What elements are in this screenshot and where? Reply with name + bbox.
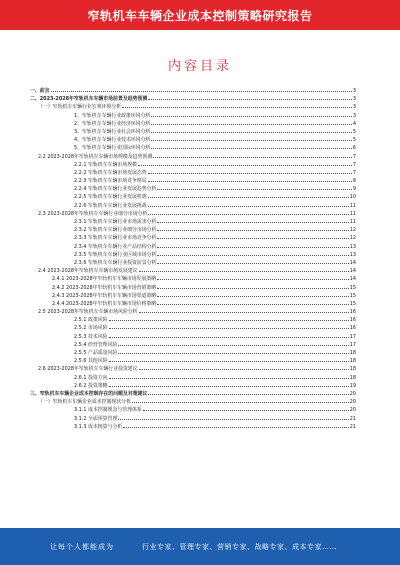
toc-entry-title: 2.4 2023-2028年窄轨机车车辆市场发展建议 [38,268,138,275]
toc-entry-page: 16 [349,325,356,332]
toc-entry-page: 15 [349,300,356,307]
toc-entry-page: 4 [352,120,356,127]
toc-entry[interactable] [30,308,356,316]
toc-entry-title: 2.2.3 窄轨机车车辆市场竞争格局 [74,178,147,185]
toc-entry-page: 18 [349,350,356,356]
toc-entry-title: 2.2.5 窄轨机车车辆行业发展机遇 [74,194,147,201]
toc-leader-dots [151,116,351,117]
toc-entry-title: 4、窄轨机车车辆行业技术环境分析 [74,137,151,144]
report-title: 窄轨机车车辆企业成本控制策略研究报告 [87,8,313,23]
toc-entry[interactable] [30,161,356,169]
toc-entry[interactable] [30,365,356,373]
toc-entry-title: 2.3.4 窄轨机车车辆行业产品结构分析 [74,243,157,250]
toc-entry[interactable] [30,87,356,95]
toc-leader-dots [148,173,352,174]
toc-entry-title: （一）窄轨机车车辆企业成本控制现状分析 [38,399,131,406]
toc-leader-dots [148,197,349,198]
toc-entry-title: 1、窄轨机车车辆行业政策环境分析 [74,112,151,119]
toc-entry[interactable] [30,300,356,308]
toc-entry-title: 2.2.1 窄轨机车车辆市场规模 [74,161,137,168]
toc-entry[interactable] [30,112,356,120]
toc-entry-title: 2、窄轨机车车辆行业经济环境分析 [74,120,151,127]
toc-leader-dots [157,238,348,239]
toc-entry-page: 14 [349,259,356,266]
toc-heading: 内容目录 [167,59,232,74]
toc-entry[interactable] [30,120,356,128]
toc-entry-title: 2.5.2 市场风险 [74,325,108,332]
toc-entry-title: 2.5.4 经营管理风险 [74,341,118,348]
toc-leader-dots [132,402,349,403]
toc-entry[interactable] [30,103,356,111]
toc-leader-dots [153,157,352,158]
toc-entry[interactable] [30,210,356,218]
toc-entry-title: 2.4.4 2023-2028年窄轨机车车辆市场价格策略 [52,300,157,307]
toc-leader-dots [138,165,352,166]
toc-entry-title: 2.4.3 2023-2028年窄轨机车车辆市场渠道策略 [52,292,157,299]
toc-entry-title: 2.5.6 其他风险 [74,358,108,365]
toc-entry-page: 14 [349,268,356,275]
toc-entry-title: 2.5.1 政策风险 [74,317,108,324]
toc-entry[interactable] [30,324,356,332]
toc-entry-title: 2.5.5 产品质量风险 [74,350,118,356]
toc-leader-dots [139,271,349,272]
toc-entry-title: 2.2.2 窄轨机车车辆市场发展态势 [74,169,147,176]
toc-entry-page: 11 [349,202,356,209]
toc-leader-dots [148,206,349,207]
toc-leader-dots [139,369,349,370]
toc-leader-dots [157,288,349,289]
toc-entry-page: 11 [349,219,356,225]
toc-entry-title: （一）窄轨机车车辆行业宏观环境分析 [38,104,122,111]
toc-entry-page: 12 [349,227,356,234]
toc-leader-dots [157,247,348,248]
toc-entry-page: 21 [349,423,356,430]
toc-leader-dots [157,230,348,231]
toc-leader-dots [109,361,349,362]
toc-entry-page: 16 [349,309,356,316]
toc-entry-title: 2.6 2023-2028年窄轨机车车辆行业投资建议 [38,366,138,373]
toc-entry-page: 18 [349,358,356,365]
toc-leader-dots [157,263,348,264]
toc-entry-title: 2.6.2 投资策略 [74,382,108,389]
table-of-contents [30,87,356,431]
toc-entry-page: 6 [352,145,356,152]
toc-leader-dots [157,255,348,256]
toc-entry-page: 13 [349,251,356,258]
toc-entry-page: 5 [352,128,356,135]
toc-entry-page: 18 [349,374,356,381]
toc-entry[interactable] [30,193,356,201]
toc-entry-page: 20 [349,407,356,414]
toc-leader-dots [148,181,352,182]
toc-entry[interactable] [30,234,356,242]
toc-entry-page: 3 [352,112,356,119]
toc-entry-page: 17 [349,341,356,348]
toc-leader-dots [157,279,349,280]
toc-entry-title: 二、2023-2028年窄轨机车车辆市场前景及趋势预测 [30,96,148,103]
toc-entry-title: 2.5 2023-2028年窄轨机车车辆市场风险分析 [38,309,138,316]
toc-entry-page: 15 [349,292,356,299]
toc-entry-title: 2.2.4 窄轨机车车辆行业发展趋势分析 [74,186,157,193]
toc-entry[interactable] [30,357,356,365]
toc-entry-title: 3、窄轨机车车辆行业社会环境分析 [74,128,151,135]
footer-slogan: 让每个人都能成为 [50,542,114,551]
toc-leader-dots [118,353,348,354]
page-footer [0,528,400,565]
toc-leader-dots [157,222,348,223]
toc-entry[interactable] [30,374,356,382]
toc-entry[interactable] [30,177,356,185]
toc-entry[interactable] [30,202,356,210]
toc-leader-dots [109,328,349,329]
toc-leader-dots [157,304,349,305]
toc-entry-title: 2.2.6 窄轨机车车辆行业发展挑战 [74,202,147,209]
toc-entry[interactable] [30,169,356,177]
toc-entry[interactable] [30,95,356,103]
toc-entry-title: 一、前言 [30,88,50,94]
toc-entry-page: 17 [349,333,356,340]
toc-leader-dots [151,148,351,149]
toc-entry[interactable] [30,267,356,275]
toc-entry[interactable] [30,398,356,406]
toc-entry-page: 20 [349,399,356,406]
toc-leader-dots [122,107,352,108]
toc-leader-dots [109,320,349,321]
toc-leader-dots [109,378,349,379]
toc-entry-title: 2.3 2023-2028年窄轨机车车辆行业细分市场分析 [38,210,148,217]
toc-entry-page: 5 [352,137,356,144]
toc-entry[interactable] [30,333,356,341]
toc-entry[interactable] [30,284,356,292]
toc-entry-title: 三、窄轨机车车辆企业成本控制存在的问题及对策建议 [30,390,148,397]
toc-entry-page: 13 [349,243,356,250]
page-header [0,0,400,30]
toc-entry-title: 2.3.3 窄轨机车车辆行业市场竞争分析 [74,235,157,242]
toc-entry-title: 2.3.1 窄轨机车车辆行业市场需求分析 [74,219,157,225]
toc-entry[interactable] [30,259,356,267]
toc-entry-page: 18 [349,366,356,373]
toc-leader-dots [157,296,349,297]
toc-entry-title: 3.1.3 成本核算与分析 [74,423,123,430]
toc-entry[interactable] [30,292,356,300]
toc-leader-dots [51,91,352,92]
toc-entry-title: 2.3.6 窄轨机车车辆行业投资前景分析 [74,259,157,266]
toc-entry-page: 7 [352,169,356,176]
toc-leader-dots [148,214,348,215]
toc-entry-title: 3.1.1 成本控制理念与管理体系 [74,407,142,414]
toc-entry-page: 3 [352,96,356,103]
toc-leader-dots [118,419,348,420]
toc-entry-page: 21 [349,415,356,422]
toc-entry-page: 20 [349,390,356,397]
toc-entry-page: 14 [349,276,356,283]
toc-entry-page: 3 [352,104,356,111]
toc-entry-title: 2.5.3 技术风险 [74,333,108,340]
toc-entry[interactable] [30,128,356,136]
toc-entry-page: 19 [349,382,356,389]
toc-entry-title: 5、窄轨机车车辆行业国际环境分析 [74,145,151,152]
footer-roles: 行业专家、管理专家、营销专家、战略专家、成本专家…… [142,542,337,551]
toc-entry-title: 2.4.2 2023-2028年窄轨机车车辆市场营销策略 [52,284,157,291]
toc-leader-dots [143,410,349,411]
toc-entry[interactable] [30,423,356,431]
toc-entry[interactable] [30,390,356,398]
toc-leader-dots [151,124,351,125]
toc-entry-page: 11 [349,210,356,217]
toc-entry[interactable] [30,251,356,259]
toc-leader-dots [118,345,348,346]
toc-entry[interactable] [30,382,356,390]
toc-leader-dots [148,394,348,395]
toc-entry[interactable] [30,226,356,234]
toc-entry[interactable] [30,406,356,414]
toc-entry[interactable] [30,136,356,144]
toc-entry-page: 12 [349,235,356,242]
toc-entry-page: 9 [352,186,356,193]
toc-entry[interactable] [30,243,356,251]
toc-entry-page: 16 [349,317,356,324]
toc-leader-dots [123,427,349,428]
toc-entry[interactable] [30,153,356,161]
toc-entry-title: 3.1.2 全面预算管理 [74,415,118,422]
toc-entry[interactable] [30,185,356,193]
toc-entry-title: 2.4.1 2023-2028年窄轨机车车辆市场发展策略 [52,276,157,283]
toc-entry[interactable] [30,316,356,324]
toc-entry-page: 15 [349,284,356,291]
toc-entry-page: 3 [352,88,356,94]
toc-leader-dots [151,140,351,141]
toc-entry[interactable] [30,275,356,283]
toc-leader-dots [148,99,352,100]
toc-entry[interactable] [30,144,356,152]
toc-leader-dots [109,337,349,338]
toc-entry-page: 10 [349,194,356,201]
toc-leader-dots [139,312,349,313]
toc-entry[interactable] [30,415,356,423]
toc-entry-title: 2.3.2 窄轨机车车辆行业细分市场分析 [74,227,157,234]
toc-entry[interactable] [30,349,356,357]
toc-entry-title: 2.6.1 投资方向 [74,374,108,381]
toc-entry[interactable] [30,218,356,226]
toc-leader-dots [157,189,351,190]
toc-entry-page: 8 [352,178,356,185]
toc-entry-title: 2.3.5 窄轨机车车辆行业区域市场分析 [74,251,157,258]
toc-entry-page: 7 [352,153,356,160]
toc-leader-dots [109,386,349,387]
toc-leader-dots [151,132,351,133]
toc-entry-title: 2.2 2023-2028年窄轨机车车辆市场规模及趋势预测 [38,153,153,160]
toc-entry[interactable] [30,341,356,349]
toc-entry-page: 7 [352,161,356,168]
